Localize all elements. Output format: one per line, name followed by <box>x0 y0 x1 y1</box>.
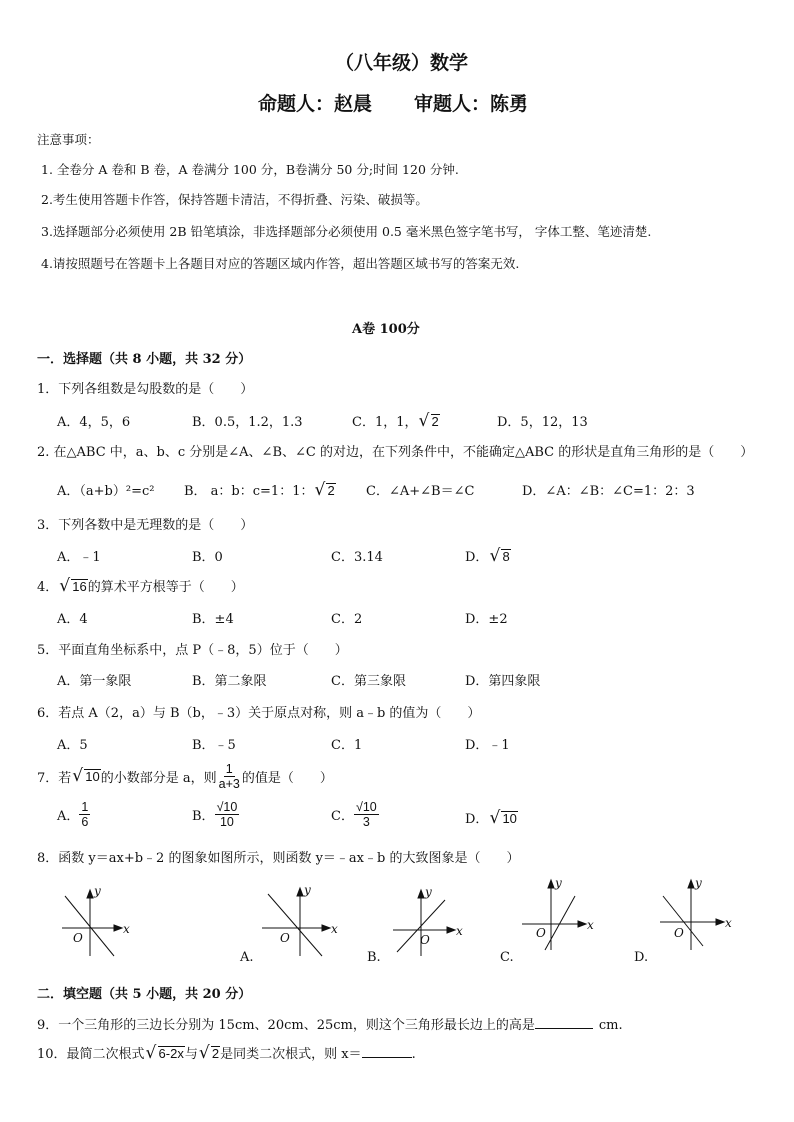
svg-text:y: y <box>555 876 562 890</box>
proposer: 命题人：赵晨 <box>258 93 373 115</box>
q10-post: 是同类二次根式，则 x＝ <box>220 1047 362 1062</box>
q8-graphs <box>0 870 794 970</box>
sqrt-icon: √ 8 <box>490 549 510 565</box>
q9-text: 9．一个三角形的三边长分别为 15cm、20cm、25cm，则这个三角形最长边上的高是 <box>37 1018 535 1033</box>
q10-pre: 10．最简二次根式 <box>37 1047 145 1062</box>
svg-text:x: x <box>331 922 338 936</box>
reviewer: 审题人：陈勇 <box>414 93 529 115</box>
q4-option-b: B．±4 <box>192 612 234 627</box>
q4-number: 4． <box>37 580 59 595</box>
q6-option-b: B．﹣5 <box>192 738 236 753</box>
q6-stem: 6．若点 A（2，a）与 B（b，﹣3）关于原点对称，则 a﹣b 的值为（ ） <box>37 706 481 721</box>
q7-mid: 的小数部分是 a，则 <box>100 771 217 786</box>
q1-option-c <box>352 411 440 430</box>
svg-text:y: y <box>94 884 101 898</box>
svg-text:y: y <box>695 876 702 890</box>
q8-option-d-graph <box>660 876 732 950</box>
sqrt-icon: √ 10 <box>490 811 517 827</box>
sqrt-icon: √ 2 <box>315 483 335 499</box>
q4-option-a: A．4 <box>57 612 88 627</box>
q5-option-b: B．第二象限 <box>192 674 267 689</box>
q8-given-graph <box>62 884 130 956</box>
q7-option-c: C． $\frac{√10}{3}$ <box>331 800 377 829</box>
q9-unit: cm. <box>598 1018 623 1033</box>
q8-option-c-graph <box>522 876 594 950</box>
sqrt-icon: √ 10 <box>73 769 100 785</box>
sqrt-icon: √ 6-2x <box>147 1046 185 1062</box>
q7-fraction: $\frac{1}{a+3}$ <box>218 762 240 791</box>
section-multiple-choice: 一．选择题（共 8 小题，共 32 分） <box>37 352 252 367</box>
q2-option-d: D．∠A：∠B：∠C=1：2：3 <box>522 484 695 499</box>
q8-option-a: A. <box>240 950 254 965</box>
q3-option-c: C．3.14 <box>331 550 383 565</box>
svg-text:O: O <box>674 926 684 940</box>
q4-stem <box>37 576 244 595</box>
q4-option-c: C．2 <box>331 612 363 627</box>
note-item: 1. 全卷分 A 卷和 B 卷，A 卷满分 100 分，B卷满分 50 分;时间 120 分钟. <box>41 162 459 177</box>
q3-option-d <box>465 546 511 565</box>
q4-option-d: D．±2 <box>465 612 508 627</box>
q10-mid: 与 <box>184 1047 198 1062</box>
q1-option-a: A．4，5，6 <box>57 415 131 430</box>
svg-text:y: y <box>425 885 432 899</box>
q1-option-d: D．5，12，13 <box>497 415 588 430</box>
q3-option-b: B．0 <box>192 550 223 565</box>
q6-option-d: D．﹣1 <box>465 738 510 753</box>
q7-option-d: D．√ 10 <box>465 808 518 827</box>
note-item: 4.请按照题号在答题卡上各题目对应的答题区域内作答，超出答题区域书写的答案无效. <box>41 256 520 271</box>
q8-stem: 8．函数 y＝ax+b﹣2 的图象如图所示，则函数 y＝﹣ax﹣b 的大致图象是（ ） <box>37 851 520 866</box>
answer-blank[interactable] <box>362 1057 412 1058</box>
answer-blank[interactable] <box>535 1028 593 1029</box>
svg-text:O: O <box>536 926 546 940</box>
svg-text:x: x <box>123 922 130 936</box>
paper-a-heading: A卷 100分 <box>352 322 420 337</box>
svg-text:x: x <box>456 924 463 938</box>
q8-option-b-graph <box>393 885 463 956</box>
note-item: 3.选择题部分必须使用 2B 铅笔填涂，非选择题部分必须使用 0.5 毫米黑色签字笔书写， 字体工整、笔迹清楚. <box>41 224 652 239</box>
q2-option-c: C．∠A+∠B＝∠C <box>366 484 475 499</box>
q2-option-b-label: B． a：b：c=1：1： <box>184 484 314 499</box>
sqrt-icon: √ 16 <box>60 579 87 595</box>
q5-option-d: D．第四象限 <box>465 674 541 689</box>
sqrt-icon: √ 2 <box>420 414 440 430</box>
q8-option-b: B. <box>367 950 381 965</box>
q6-option-c: C．1 <box>331 738 363 753</box>
q10-stem: 10．最简二次根式√ 6-2x与√ 2是同类二次根式，则 x＝ . <box>37 1043 416 1062</box>
q7-pre: 7．若 <box>37 771 72 786</box>
q5-option-c: C．第三象限 <box>331 674 406 689</box>
sqrt-icon: √ 2 <box>200 1046 220 1062</box>
q5-stem: 5．平面直角坐标系中，点 P（﹣8，5）位于（ ） <box>37 643 348 658</box>
q9-stem <box>37 1014 623 1033</box>
section-fill-in: 二．填空题（共 5 小题，共 20 分） <box>37 987 252 1002</box>
svg-text:x: x <box>587 918 594 932</box>
svg-text:y: y <box>304 883 311 897</box>
svg-text:O: O <box>73 931 83 945</box>
svg-text:x: x <box>725 916 732 930</box>
q3-option-a: A．﹣1 <box>57 550 101 565</box>
q6-option-a: A．5 <box>57 738 88 753</box>
q8-option-c: C. <box>500 950 514 965</box>
exam-title: （八年级）数学 <box>335 52 469 74</box>
q1-option-b: B．0.5，1.2，1.3 <box>192 415 303 430</box>
q3-option-d-label: D． <box>465 550 489 565</box>
q8-option-d: D. <box>634 950 649 965</box>
q7-option-b: B． $\frac{√10}{10}$ <box>192 800 238 829</box>
q7-stem <box>37 762 333 791</box>
q4-stem-text: 的算术平方根等于（ ） <box>87 580 244 595</box>
svg-text:O: O <box>420 933 430 947</box>
q2-stem: 2. 在△ABC 中，a、b、c 分别是∠A、∠B、∠C 的对边，在下列条件中，不能确定△ABC 的形状是直角三角形的是（ ） <box>37 445 754 460</box>
q2-option-a: A．（a+b）²=c² <box>57 484 155 499</box>
q8-option-a-graph <box>262 883 338 956</box>
note-item: 2.考生使用答题卡作答，保持答题卡清洁，不得折叠、污染、破损等。 <box>41 192 428 207</box>
q7-post: 的值是（ ） <box>241 771 333 786</box>
q3-stem: 3．下列各数中是无理数的是（ ） <box>37 518 254 533</box>
q1-stem: 1．下列各组数是勾股数的是（ ） <box>37 382 254 397</box>
q5-option-a: A．第一象限 <box>57 674 132 689</box>
q1-option-c-label: C．1，1， <box>352 415 418 430</box>
q7-option-a: A． $\frac{1}{6}$ <box>57 800 89 829</box>
notes-heading: 注意事项： <box>37 132 100 147</box>
svg-text:O: O <box>280 931 290 945</box>
q2-option-b <box>184 480 336 499</box>
